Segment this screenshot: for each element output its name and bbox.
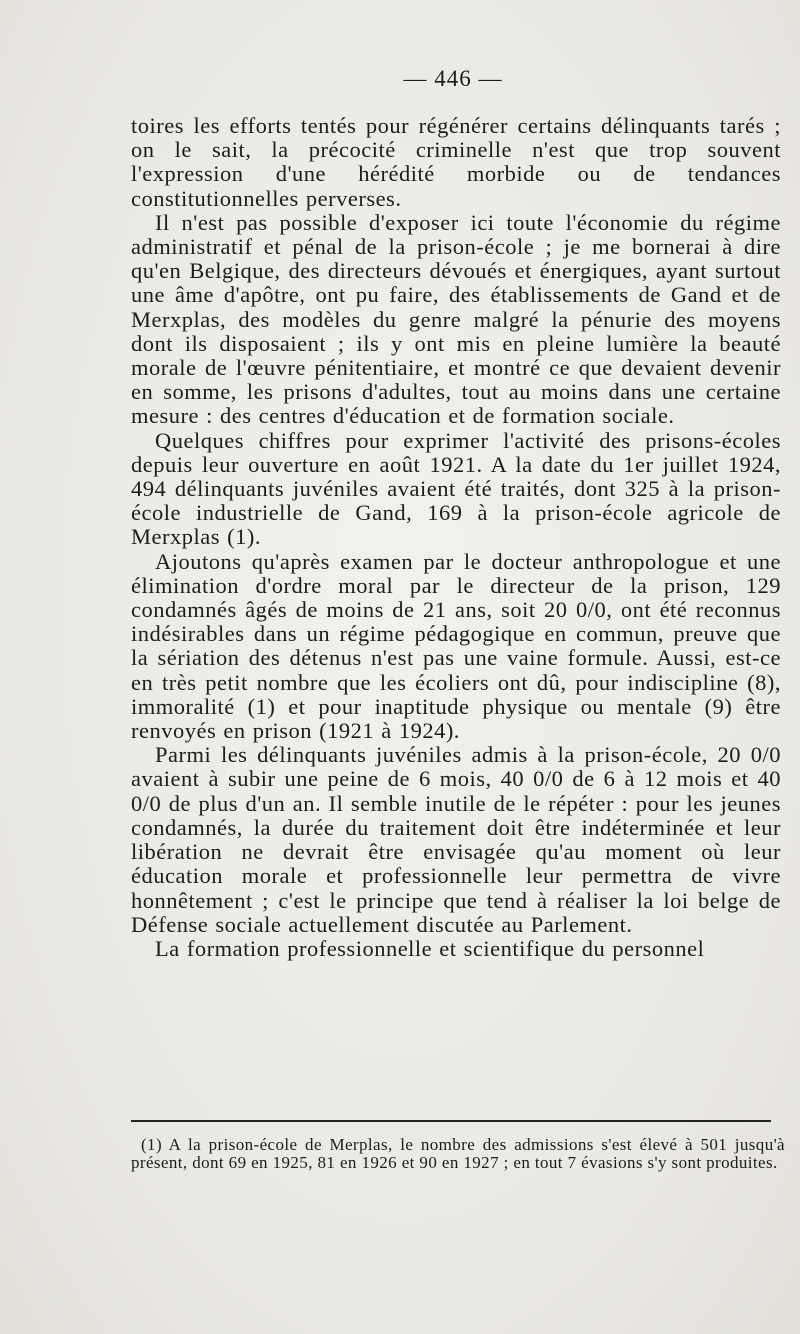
paragraph-figures: Quelques chiffres pour exprimer l'activité des prisons-écoles depuis leur ouverture en août 1921. A la date du 1er juillet 1924, 494 délinquants juvéniles avaient été traités, dont 325 à la prison-école industrielle de Gand, 169 à la prison-école agricole de Merxplas (1).	[131, 427, 781, 550]
footnote-divider	[131, 1120, 771, 1122]
paragraph-sentences: Parmi les délinquants juvéniles admis à la prison-école, 20 0/0 avaient à subir une peine de 6 mois, 40 0/0 de 6 à 12 mois et 40 0/0 de plus d'un an. Il semble inutile de le répéter : pour les jeunes condamnés, la durée du traitement doit être indéterminée et leur libération ne devrait être envisagée qu'au moment où leur éducation morale et professionnelle leur permettra de vivre honnêtement ; c'est le principe que tend à réaliser la loi belge de Défense sociale actuellement discutée au Parlement.	[131, 742, 781, 937]
paragraph-elimination: Ajoutons qu'après examen par le docteur anthropologue et une élimination d'ordre moral par le directeur de la prison, 129 condamnés âgés de moins de 21 ans, soit 20 0/0, ont été reconnus indésirables dans un régime pédagogique en commun, preuve que la sériation des détenus n'est pas une vaine formule. Aussi, est-ce en très petit nombre que les écoliers ont dû, pour indiscipline (8), immoralité (1) et pour inaptitude physique ou mentale (9) être renvoyés en prison (1921 à 1924).	[131, 548, 781, 744]
paragraph-professional-training: La formation professionnelle et scientifique du personnel	[155, 935, 705, 961]
paragraph-continuation: toires les efforts tentés pour régénérer certains délinquants tarés ; on le sait, la précocité criminelle n'est que trop souvent l'expression d'une hérédité morbide ou de tendances constitutionnelles perverses.	[131, 113, 781, 211]
footnote: (1) A la prison-école de Merplas, le nombre des admissions s'est élevé à 501 jusqu'à présent, dont 69 en 1925, 81 en 1926 et 90 en 1927 ; en tout 7 évasions s'y sont produites.	[131, 1135, 785, 1172]
page-number: — 446 —	[403, 66, 503, 91]
body-text	[131, 114, 781, 961]
paragraph-prison-school-regime: Il n'est pas possible d'exposer ici toute l'économie du régime administratif et pénal de la prison-école ; je me bornerai à dire qu'en Belgique, des directeurs dévoués et énergiques, ayant surtout une âme d'apôtre, ont pu faire, des établissements de Gand et de Merxplas, des modèles du genre malgré la pénurie des moyens dont ils disposaient ; ils y ont mis en pleine lumière la beauté morale de l'œuvre pénitentiaire, et montré ce que devaient devenir en somme, les prisons d'adultes, tout au moins dans une certaine mesure : des centres d'éducation et de formation sociale.	[131, 209, 781, 429]
